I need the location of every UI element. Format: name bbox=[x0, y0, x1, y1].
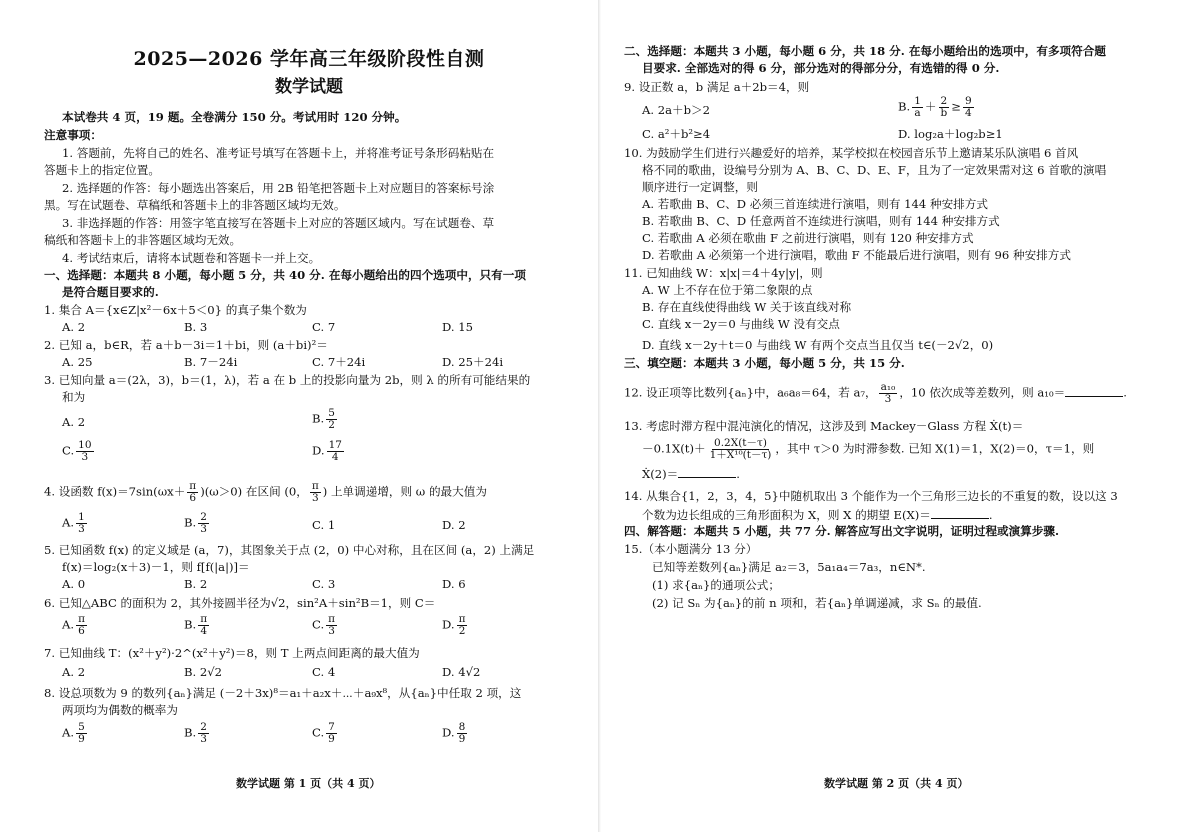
exam-title: 2025—2026 学年高三年级阶段性自测 bbox=[133, 48, 485, 70]
q10-option-c: C. 若歌曲 A 必须在歌曲 F 之前进行演唱，则有 120 种安排方式 bbox=[642, 231, 974, 245]
notice-heading: 注意事项： bbox=[44, 128, 102, 142]
intro: 本试卷共 4 页，19 题。全卷满分 150 分。考试用时 120 分钟。 bbox=[62, 110, 407, 124]
q7-option-b: B. 2√2 bbox=[184, 665, 223, 679]
notice-line: 2. 选择题的作答：每小题选出答案后，用 2B 铅笔把答题卡上对应题目的答案标号涂 bbox=[62, 181, 495, 195]
q14-stem: 14. 从集合{1，2，3，4，5}中随机取出 3 个能作为一个三角形三边长的不重复的数，设以这 3 bbox=[624, 489, 1118, 503]
q5-option-d: D. 6 bbox=[442, 577, 466, 591]
q11-stem: 11. 已知曲线 W：x|x|＝4＋4y|y|，则 bbox=[624, 266, 823, 280]
notice-line: 黑。写在试题卷、草稿纸和答题卡上的非答题区域均无效。 bbox=[44, 198, 346, 212]
q4-option-d: D. 2 bbox=[442, 518, 466, 532]
q3-option-c: C. $\frac{10}{3}$ bbox=[62, 439, 92, 463]
section-1-heading-cont: 是符合题目要求的. bbox=[62, 285, 159, 299]
q6-option-b: B. $\frac{\pi}{4}$ bbox=[184, 613, 208, 637]
q15-head: 15.（本小题满分 13 分） bbox=[624, 542, 758, 556]
q6-stem: 6. 已知△ABC 的面积为 2，其外接圆半径为√2，sin²A＋sin²B＝1，则 C＝ bbox=[44, 596, 436, 610]
q5-option-a: A. 0 bbox=[62, 577, 86, 591]
q4-option-a: A. $\frac{1}{3}$ bbox=[62, 511, 85, 535]
q15-stem: 已知等差数列{aₙ}满足 a₂＝3，5a₁a₄＝7a₃，n∈N*. bbox=[652, 560, 926, 574]
q2-stem: 2. 已知 a，b∈R，若 a＋b－3i＝1＋bi，则 (a＋bi)²＝ bbox=[44, 338, 328, 352]
exam-subject: 数学试题 bbox=[275, 77, 343, 97]
section-3-heading: 三、填空题：本题共 3 小题，每小题 5 分，共 15 分. bbox=[624, 356, 905, 370]
q10-stem: 10. 为鼓励学生们进行兴趣爱好的培养，某学校拟在校园音乐节上邀请某乐队演唱 6 首风 bbox=[624, 146, 1079, 160]
section-1-heading: 一、选择题：本题共 8 小题，每小题 5 分，共 40 分. 在每小题给出的四个选项中，只有一项 bbox=[44, 268, 526, 282]
q8-option-b: B. $\frac{2}{3}$ bbox=[184, 721, 207, 745]
q4-stem: 4. 设函数 f(x)＝7sin(ωx＋ $\frac{\pi}{6}$ )(ω＞0) 在区间 (0， $\frac{\pi}{3}$ ) 上单调递增，则 ω 的最大值为 bbox=[44, 480, 487, 504]
q10-option-d: D. 若歌曲 A 必须第一个进行演唱，歌曲 F 不能最后进行演唱，则有 96 种安排方式 bbox=[642, 248, 1071, 262]
q6-option-d: D. $\frac{\pi}{2}$ bbox=[442, 613, 466, 637]
q10-stem-cont: 顺序进行一定调整，则 bbox=[642, 180, 758, 194]
q9-option-c: C. a²＋b²≥4 bbox=[642, 127, 711, 141]
q5-option-b: B. 2 bbox=[184, 577, 208, 591]
q3-option-b: B. $\frac{5}{2}$ bbox=[312, 407, 335, 431]
q3-option-a: A. 2 bbox=[62, 415, 86, 429]
page-1-footer: 数学试题 第 1 页（共 4 页） bbox=[236, 777, 381, 790]
q13-stem: 13. 考虑时滞方程中混沌演化的情况，这涉及到 Mackey－Glass 方程 Ẋ(t)＝ bbox=[624, 419, 1024, 433]
q12-stem: 12. 设正项等比数列{aₙ}中，a₆a₈＝64，若 a₇， $\frac{\text{a₁₀}}{3}$ ，10 依次成等差数列，则 a₁₀＝ . bbox=[624, 381, 1127, 405]
q8-stem: 8. 设总项数为 9 的数列{aₙ}满足 (－2＋3x)⁸＝a₁＋a₂x＋⋯＋a₉x⁸，从{aₙ}中任取 2 项，这 bbox=[44, 686, 522, 700]
q1-option-a: A. 2 bbox=[62, 320, 86, 334]
q11-option-b: B. 存在直线使得曲线 W 关于该直线对称 bbox=[642, 300, 852, 314]
q3-option-d: D. $\frac{17}{4}$ bbox=[312, 439, 342, 463]
q5-stem: 5. 已知函数 f(x) 的定义域是 (a，7)，其图象关于点 (2，0) 中心对称，且在区间 (a，2) 上满足 bbox=[44, 543, 535, 557]
q13-answer-blank bbox=[678, 466, 736, 478]
q2-option-b: B. 7－24i bbox=[184, 355, 238, 369]
q14-stem-cont: 个数为边长组成的三角形面积为 X，则 X 的期望 E(X)＝ . bbox=[642, 508, 993, 522]
page-2-footer: 数学试题 第 2 页（共 4 页） bbox=[824, 777, 969, 790]
notice-line: 4. 考试结束后，请将本试题卷和答题卡一并上交。 bbox=[62, 251, 321, 265]
q9-option-a: A. 2a＋b＞2 bbox=[642, 103, 711, 117]
q9-option-b: B. $\frac{1}{a}$ ＋ $\frac{2}{b}$ ≥ $\frac{9}{4}$ bbox=[898, 95, 972, 119]
q13-stem-end: Ẋ(2)＝ . bbox=[642, 467, 740, 481]
q7-option-c: C. 4 bbox=[312, 665, 336, 679]
q1-stem: 1. 集合 A＝{x∈Z|x²－6x＋5＜0} 的真子集个数为 bbox=[44, 303, 307, 317]
q6-option-c: C. $\frac{\pi}{3}$ bbox=[312, 613, 336, 637]
section-2-heading-cont: 目要求. 全部选对的得 6 分，部分选对的得部分分，有选错的得 0 分. bbox=[642, 61, 1000, 75]
q8-stem-cont: 两项均为偶数的概率为 bbox=[62, 703, 178, 717]
page-fold bbox=[598, 0, 601, 832]
q11-option-a: A. W 上不存在位于第二象限的点 bbox=[642, 283, 813, 297]
q9-option-d: D. log₂a＋log₂b≥1 bbox=[898, 127, 1003, 141]
notice-line: 答题卡上的指定位置。 bbox=[44, 163, 160, 177]
q1-option-c: C. 7 bbox=[312, 320, 336, 334]
q4-option-c: C. 1 bbox=[312, 518, 336, 532]
q3-stem-cont: 和为 bbox=[62, 390, 86, 404]
q5-stem-cont: f(x)＝log₂(x＋3)－1，则 f[f(|a|)]＝ bbox=[62, 560, 250, 574]
q7-option-a: A. 2 bbox=[62, 665, 86, 679]
q14-answer-blank bbox=[931, 507, 989, 519]
q15-part-1: (1) 求{aₙ}的通项公式； bbox=[652, 578, 780, 592]
q2-option-d: D. 25＋24i bbox=[442, 355, 504, 369]
q1-option-d: D. 15 bbox=[442, 320, 474, 334]
q15-part-2: (2) 记 Sₙ 为{aₙ}的前 n 项和，若{aₙ}单调递减，求 Sₙ 的最值. bbox=[652, 596, 982, 610]
notice-line: 1. 答题前，先将自己的姓名、准考证号填写在答题卡上，并将准考证号条形码粘贴在 bbox=[62, 146, 495, 160]
q8-option-a: A. $\frac{5}{9}$ bbox=[62, 721, 85, 745]
q12-answer-blank bbox=[1065, 385, 1123, 397]
q8-option-c: C. $\frac{7}{9}$ bbox=[312, 721, 335, 745]
q8-option-d: D. $\frac{8}{9}$ bbox=[442, 721, 466, 745]
q2-option-c: C. 7＋24i bbox=[312, 355, 366, 369]
q10-option-a: A. 若歌曲 B、C、D 必须三首连续进行演唱，则有 144 种安排方式 bbox=[642, 197, 988, 211]
q5-option-c: C. 3 bbox=[312, 577, 336, 591]
q2-option-a: A. 25 bbox=[62, 355, 93, 369]
q7-stem: 7. 已知曲线 T：(x²＋y²)·2^(x²＋y²)＝8，则 T 上两点间距离的最大值为 bbox=[44, 646, 420, 660]
section-4-heading: 四、解答题：本题共 5 小题，共 77 分. 解答应写出文字说明，证明过程或演算步骤. bbox=[624, 524, 1060, 538]
notice-line: 稿纸和答题卡上的非答题区域均无效。 bbox=[44, 233, 242, 247]
q10-stem-cont: 格不同的歌曲，设编号分别为 A、B、C、D、E、F，且为了一定效果需对这 6 首歌的演唱 bbox=[642, 163, 1107, 177]
section-2-heading: 二、选择题：本题共 3 小题，每小题 6 分，共 18 分. 在每小题给出的选项中，有多项符合题 bbox=[624, 44, 1106, 58]
q4-option-b: B. $\frac{2}{3}$ bbox=[184, 511, 207, 535]
q10-option-b: B. 若歌曲 B、C、D 任意两首不连续进行演唱，则有 144 种安排方式 bbox=[642, 214, 1000, 228]
q11-option-d: D. 直线 x－2y＋t＝0 与曲线 W 有两个交点当且仅当 t∈(－2√2，0) bbox=[642, 338, 994, 352]
notice-line: 3. 非选择题的作答：用签字笔直接写在答题卡上对应的答题区域内。写在试题卷、草 bbox=[62, 216, 495, 230]
q7-option-d: D. 4√2 bbox=[442, 665, 481, 679]
q13-stem-cont: －0.1X(t)＋ $\frac{0.2X(t-\tau)}{\text{1＋X¹⁰(t－τ)}}$ ，其中 τ＞0 为时滞参数. 已知 X(1)＝1，X(2)＝0，τ＝1，则 bbox=[642, 437, 1095, 461]
q11-option-c: C. 直线 x－2y＝0 与曲线 W 没有交点 bbox=[642, 317, 840, 331]
q1-option-b: B. 3 bbox=[184, 320, 208, 334]
q3-stem: 3. 已知向量 a＝(2λ，3)，b＝(1，λ)，若 a 在 b 上的投影向量为 2b，则 λ 的所有可能结果的 bbox=[44, 373, 531, 387]
q9-stem: 9. 设正数 a，b 满足 a＋2b＝4，则 bbox=[624, 80, 810, 94]
q6-option-a: A. $\frac{\pi}{6}$ bbox=[62, 613, 85, 637]
